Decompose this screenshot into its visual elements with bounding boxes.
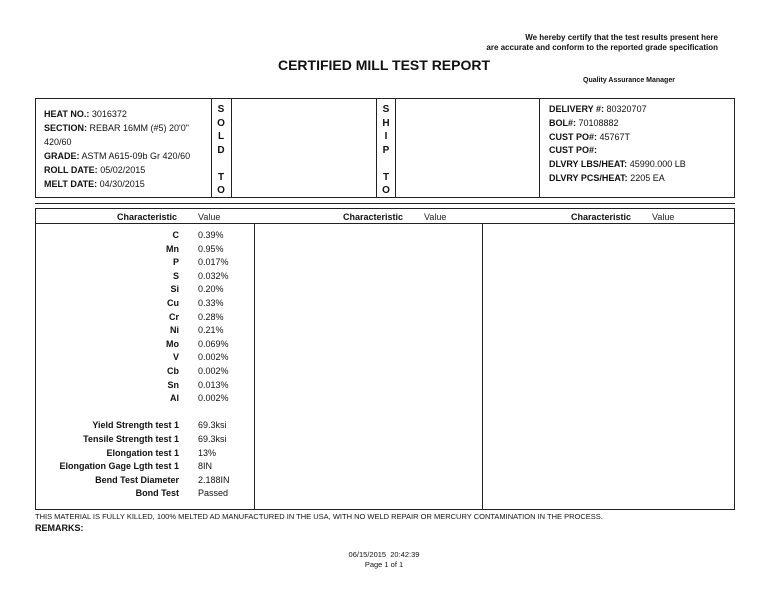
chem-value: 0.002% [198, 352, 229, 363]
chem-name: Cu [167, 297, 179, 308]
chem-name: Mo [166, 338, 179, 349]
dlvry-lbs-value: 45990.000 LB [629, 159, 686, 170]
mech-name: Bend Test Diameter [95, 474, 179, 485]
page-title: CERTIFIED MILL TEST REPORT [277, 57, 491, 73]
divider-ship-to-right [395, 99, 396, 197]
sold-to-letter: D [217, 144, 225, 156]
chem-name: Mn [166, 243, 179, 254]
ship-to-letter: S [382, 104, 390, 115]
col1-value-header: Value [198, 212, 221, 222]
material-statement: THIS MATERIAL IS FULLY KILLED, 100% MELTED AD MANUFACTURED IN THE USA, WITH NO WELD REPAIR OR MERCURY CONTAMINATION IN THE PROCESS. [35, 512, 603, 521]
chem-name: Si [170, 284, 179, 295]
melt-date-value: 04/30/2015 [99, 179, 145, 189]
heat-info [44, 107, 190, 191]
chem-value: 0.20% [198, 284, 224, 295]
dlvry-pcs-value: 2205 EA [630, 172, 665, 183]
chem-name: V [172, 352, 179, 363]
col1-characteristic-header: Characteristic [117, 212, 178, 222]
mech-name: Bond Test [135, 488, 179, 499]
certification-statement [486, 33, 718, 53]
print-datetime: 06/15/2015 20:42:39 [348, 550, 420, 559]
chem-value: 0.39% [198, 230, 224, 240]
col2-characteristic-header: Characteristic [343, 212, 404, 222]
ship-to-letter [380, 157, 392, 171]
delivery-info [549, 103, 686, 186]
chem-value: 0.21% [198, 325, 224, 336]
chem-value: 0.002% [198, 365, 229, 376]
chem-value: 0.28% [198, 311, 224, 322]
delivery-no-label: DELIVERY #: [549, 104, 605, 114]
chem-name: S [172, 270, 179, 281]
header-box [35, 98, 735, 198]
qa-manager-label: Quality Assurance Manager [583, 77, 675, 84]
dlvry-lbs-label: DLVRY LBS/HEAT: [549, 159, 628, 170]
ship-to-letter: I [384, 131, 388, 142]
mech-name: Elongation test 1 [106, 447, 179, 458]
roll-date-value: 05/02/2015 [100, 165, 146, 175]
chem-name: C [172, 230, 179, 240]
mech-value: Passed [198, 488, 229, 499]
bol-label: BOL#: [549, 117, 576, 128]
divider-ship-to-left [376, 99, 377, 197]
characteristic-list [36, 229, 179, 501]
column-divider [482, 223, 483, 509]
column-divider [254, 223, 255, 509]
divider-sold-to-left [211, 99, 212, 197]
separator-line [35, 203, 735, 204]
certification-line-2: are accurate and conform to the reported grade specification [486, 43, 718, 52]
ship-to-label [380, 103, 392, 198]
table-header [35, 208, 735, 224]
chem-value: 0.069% [198, 338, 229, 349]
divider-delivery [539, 99, 540, 197]
mech-value: 13% [198, 447, 217, 458]
cust-po-value: 45767T [599, 131, 631, 142]
chem-name: Cr [168, 311, 179, 322]
section-label: SECTION: [44, 123, 88, 133]
chem-value: 0.002% [198, 393, 229, 404]
divider-sold-to-right [231, 99, 232, 197]
mech-value: 2.188IN [198, 474, 230, 485]
chem-name: P [172, 257, 179, 268]
cust-po-label: CUST PO#: [549, 131, 598, 142]
sold-to-label [215, 103, 227, 198]
ship-to-letter: O [382, 185, 390, 196]
dlvry-pcs-label: DLVRY PCS/HEAT: [549, 172, 628, 183]
ship-to-letter: P [382, 144, 390, 156]
chem-value: 0.33% [198, 297, 224, 308]
mech-name: Elongation Gage Lgth test 1 [59, 461, 179, 472]
chem-value: 0.032% [198, 270, 229, 281]
cust-po2-label: CUST PO#: [549, 145, 598, 156]
chem-value: 0.017% [198, 257, 229, 268]
melt-date-label: MELT DATE: [44, 179, 98, 189]
grade-label: GRADE: [44, 151, 80, 161]
bol-value: 70108882 [578, 117, 619, 128]
delivery-no-value: 80320707 [606, 104, 647, 114]
col2-value-header: Value [424, 212, 447, 222]
page-number: Page 1 of 1 [364, 560, 404, 569]
sold-to-letter [215, 157, 227, 171]
heat-no-label: HEAT NO.: [44, 109, 90, 119]
heat-no-value: 3016372 [91, 109, 127, 119]
remarks-label: REMARKS: [35, 523, 84, 533]
chem-name: Al [170, 393, 179, 404]
chem-name: Cb [167, 365, 179, 376]
chem-value: 0.013% [198, 379, 229, 390]
print-stamp [0, 550, 768, 570]
mech-value: 8IN [198, 461, 213, 472]
sold-to-letter: O [217, 117, 225, 129]
roll-date-label: ROLL DATE: [44, 165, 98, 175]
mech-value: 69.3ksi [198, 420, 227, 431]
chem-name: Sn [167, 379, 179, 390]
sold-to-letter: L [217, 131, 225, 142]
mech-name: Yield Strength test 1 [92, 420, 179, 431]
sold-to-letter: S [217, 104, 225, 115]
results-table [35, 223, 735, 510]
sold-to-letter: T [217, 171, 225, 183]
value-list [198, 229, 230, 501]
section-value-cont: 420/60 [44, 137, 72, 147]
grade-value: ASTM A615-09b Gr 420/60 [81, 151, 191, 161]
col3-characteristic-header: Characteristic [571, 212, 632, 222]
chem-name: Ni [170, 325, 179, 336]
chem-value: 0.95% [198, 243, 224, 254]
ship-to-letter: T [382, 171, 390, 183]
certification-line-1: We hereby certify that the test results present here [525, 33, 718, 42]
mech-value: 69.3ksi [198, 433, 227, 444]
sold-to-letter: O [217, 185, 225, 196]
section-value: REBAR 16MM (#5) 20'0" [89, 123, 189, 133]
mech-name: Tensile Strength test 1 [83, 433, 179, 444]
col3-value-header: Value [652, 212, 675, 222]
ship-to-letter: H [382, 117, 390, 129]
